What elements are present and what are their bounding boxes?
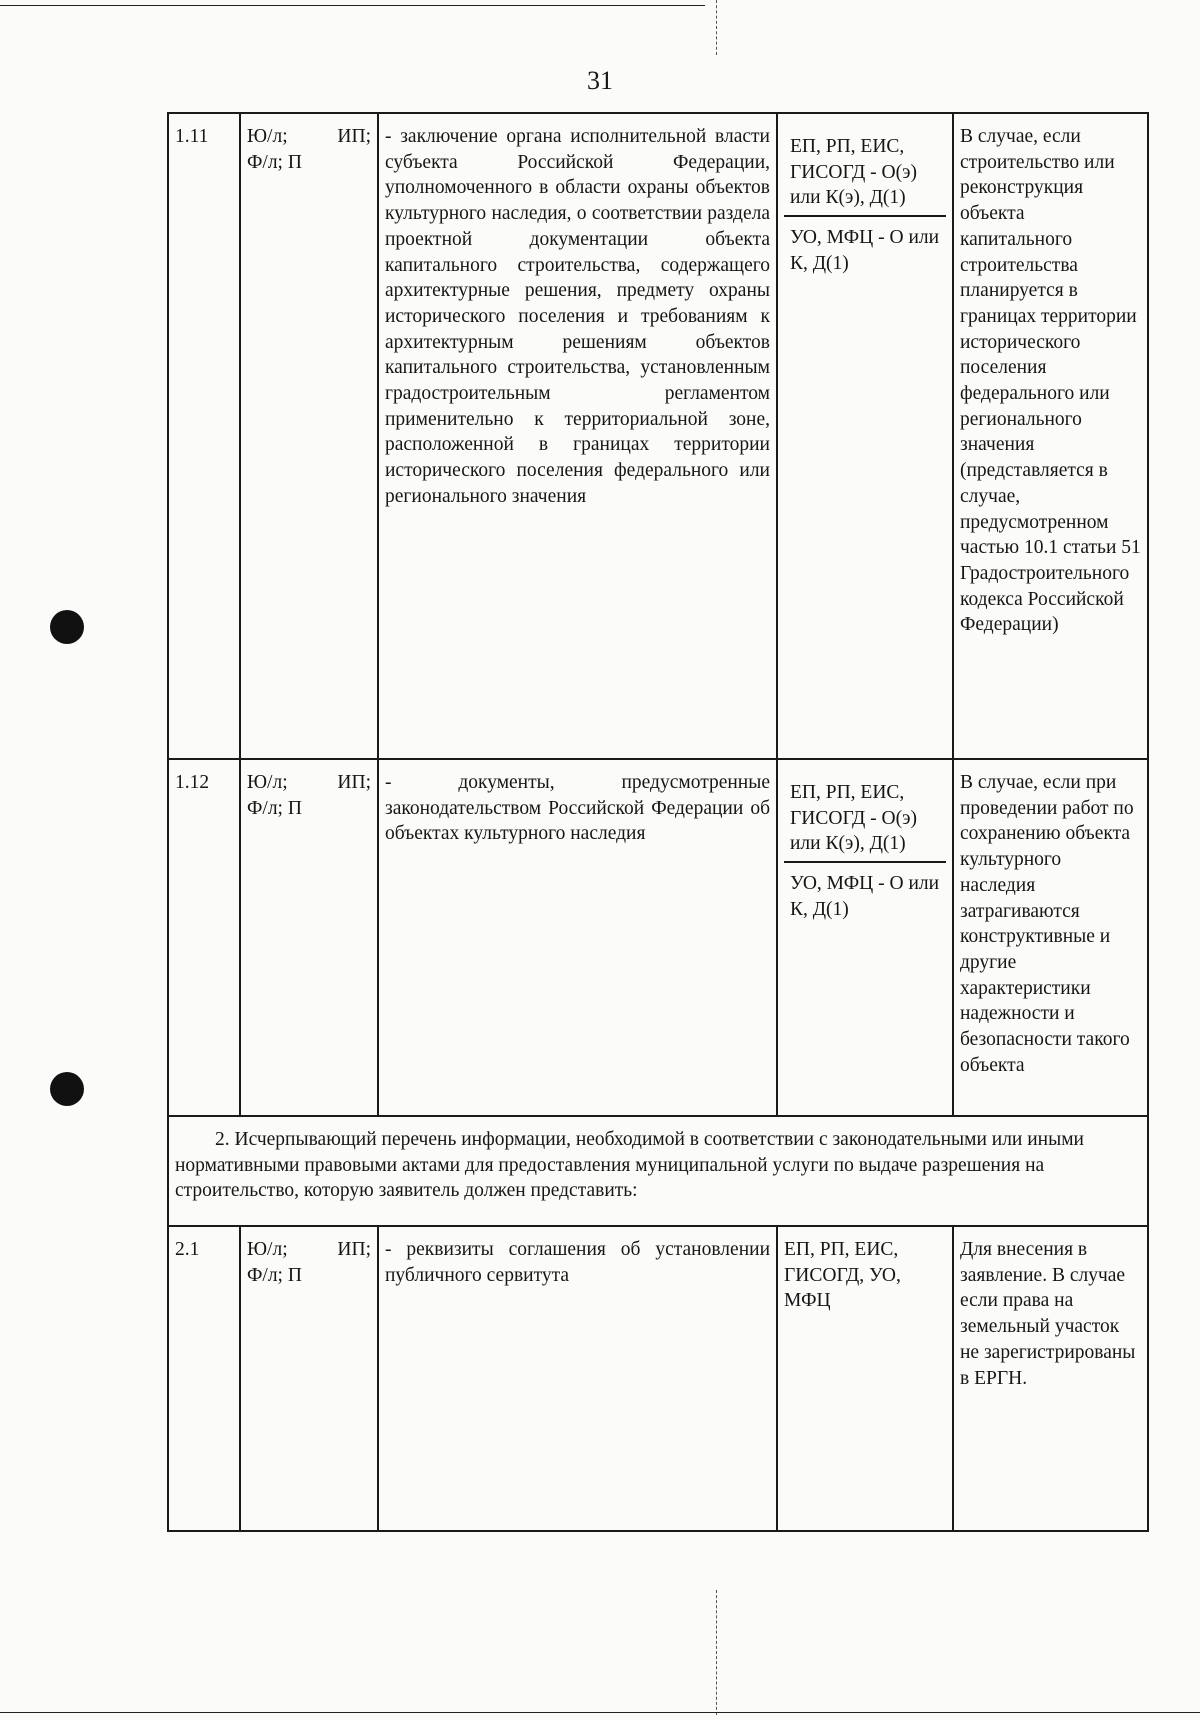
punch-hole xyxy=(50,610,84,644)
applicant-type: Ю/л; xyxy=(247,126,288,147)
scan-artifact-line xyxy=(716,1590,718,1715)
document-text: - реквизиты соглашения об установлении публичного сервитута xyxy=(385,1239,770,1286)
row-number: 1.12 xyxy=(168,759,240,1116)
row-number: 1.11 xyxy=(168,113,240,759)
table-row xyxy=(168,1226,1148,1531)
section-heading-row xyxy=(168,1116,1148,1226)
submission-methods xyxy=(777,759,953,1116)
document-description xyxy=(378,1226,777,1531)
document-text: - заключение органа исполнительной власти субъекта Российской Федерации, уполномоченного в области охраны объектов культурного наследия, о соответствии раздела проектной документации объекта капитального строительства, содержащего архитектурные решения, предмету охраны исторического поселения и требованиям к архитектурным решениям объектов капитального строительства, установленным градостроительным регламентом применительно к территориальной зоне, расположенной в границах территории исторического поселения федерального или регионального значения xyxy=(385,126,770,507)
methods-electronic: ЕП, РП, ЕИС, ГИСОГД - О(э) или К(э), Д(1) xyxy=(784,124,946,217)
table-row xyxy=(168,113,1148,759)
applicant-type: Ю/л; xyxy=(247,772,288,793)
table-row xyxy=(168,759,1148,1116)
applicant-category xyxy=(240,759,378,1116)
row-number: 2.1 xyxy=(168,1226,240,1531)
requirements-table xyxy=(167,112,1149,1532)
page-number: 31 xyxy=(587,66,613,95)
methods-in-person: УО, МФЦ - О или К, Д(1) xyxy=(790,873,940,920)
scan-edge-bottom xyxy=(0,1712,1200,1713)
condition-note: В случае, если строительство или реконструкция объекта капитального строительства планируется в границах территории исторического поселения федерального или регионального значения (представляется в случае, предусмотренном частью 10.1 статьи 51 Градостроительного кодекса Российской Федерации) xyxy=(953,113,1148,759)
methods-in-person: УО, МФЦ - О или К, Д(1) xyxy=(790,227,940,274)
applicant-type: Ф/л; П xyxy=(247,151,302,173)
applicant-category xyxy=(240,1226,378,1531)
document-description xyxy=(378,113,777,759)
punch-hole xyxy=(50,1072,84,1106)
applicant-type: Ю/л; xyxy=(247,1239,288,1260)
applicant-category xyxy=(240,113,378,759)
submission-methods: ЕП, РП, ЕИС, ГИСОГД, УО, МФЦ xyxy=(777,1226,953,1531)
applicant-type: ИП; xyxy=(337,126,371,147)
scan-edge-top xyxy=(0,5,705,6)
document-text: - документы, предусмотренные законодательством Российской Федерации об объектах культурного наследия xyxy=(385,772,770,845)
document-description xyxy=(378,759,777,1116)
methods-electronic: ЕП, РП, ЕИС, ГИСОГД - О(э) или К(э), Д(1) xyxy=(784,770,946,863)
applicant-type: Ф/л; П xyxy=(247,797,302,819)
condition-note: В случае, если при проведении работ по сохранению объекта культурного наследия затрагиваются конструктивные и другие характеристики надежности и безопасности такого объекта xyxy=(953,759,1148,1116)
applicant-type: ИП; xyxy=(337,1239,371,1260)
section-2-heading: 2. Исчерпывающий перечень информации, необходимой в соответствии с законодательными или иными нормативными правовыми актами для предоставления муниципальной услуги по выдаче разрешения на строительство, которую заявитель должен представить: xyxy=(168,1116,1148,1226)
scan-artifact-line xyxy=(716,0,718,55)
applicant-type: Ф/л; П xyxy=(247,1264,302,1286)
condition-note: Для внесения в заявление. В случае если права на земельный участок не зарегистрированы в ЕРГН. xyxy=(953,1226,1148,1531)
submission-methods xyxy=(777,113,953,759)
applicant-type: ИП; xyxy=(337,772,371,793)
